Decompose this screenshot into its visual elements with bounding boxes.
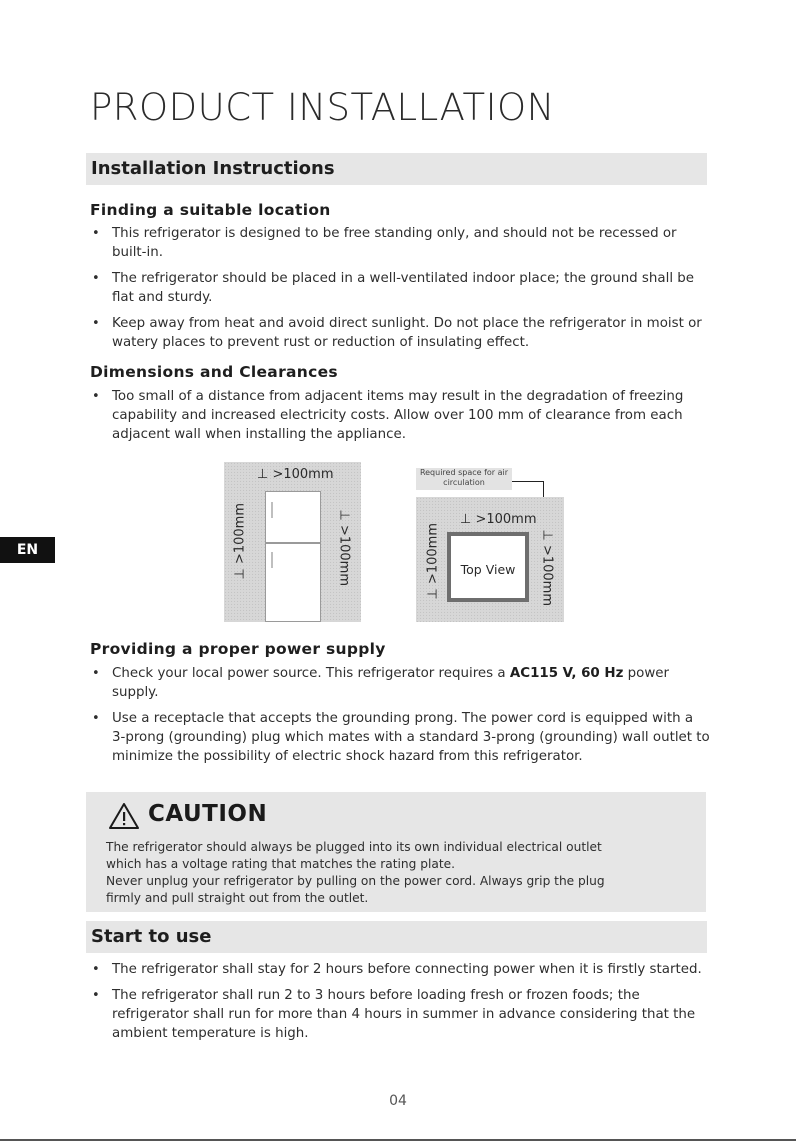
arrow-icon: ⊥ bbox=[232, 568, 248, 580]
fridge-handle bbox=[271, 502, 273, 518]
clearance-right-label: ⊥ >100mm bbox=[539, 529, 555, 607]
caution-text-line: firmly and pull straight out from the outlet. bbox=[106, 891, 369, 905]
clearance-top-label: ⊥ >100mm bbox=[257, 467, 334, 482]
caution-text-line: which has a voltage rating that matches the rating plate. bbox=[106, 857, 456, 871]
list-item: • Use a receptacle that accepts the grounding prong. The power cord is equipped with a 3-prong (grounding) plug which mates with a standard 3-prong (grounding) wall outlet to minimize the possibility of electric shock hazard from this refrigerator. bbox=[90, 709, 710, 766]
callout-line bbox=[512, 481, 544, 482]
arrow-up-icon: ⊥ bbox=[257, 467, 269, 482]
arrow-up-icon: ⊥ bbox=[460, 512, 472, 527]
power-supply-list bbox=[90, 664, 710, 773]
start-list bbox=[90, 960, 710, 1050]
caution-box bbox=[86, 792, 706, 912]
warning-triangle-icon bbox=[108, 802, 140, 830]
list-item: • The refrigerator shall stay for 2 hours before connecting power when it is firstly started. bbox=[90, 960, 710, 979]
top-view-label: Top View bbox=[460, 562, 516, 577]
list-item: • The refrigerator shall run 2 to 3 hours before loading fresh or frozen foods; the refrigerator shall run for more than 4 hours in summer in advance considering that the ambient temperature is high. bbox=[90, 986, 710, 1043]
fridge-lower-door bbox=[265, 543, 321, 622]
list-item: • Check your local power source. This refrigerator requires a AC115 V, 60 Hz power supply. bbox=[90, 664, 710, 702]
list-item: • Too small of a distance from adjacent items may result in the degradation of freezing capability and increased electricity costs. Allow over 100 mm of clearance from each adjacent wall when installing the appliance. bbox=[90, 387, 710, 444]
bottom-rule bbox=[0, 1139, 796, 1141]
fridge-handle bbox=[271, 552, 273, 568]
clearance-top-label: ⊥ >100mm bbox=[460, 512, 537, 527]
clearance-left-label: ⊥ >100mm bbox=[232, 502, 248, 580]
page-title: PRODUCT INSTALLATION bbox=[90, 86, 555, 129]
heading-dimensions-clearances: Dimensions and Clearances bbox=[90, 363, 338, 381]
list-item: • Keep away from heat and avoid direct sunlight. Do not place the refrigerator in moist or watery places to prevent rust or reduction of insulating effect. bbox=[90, 314, 710, 352]
section-banner-start bbox=[86, 921, 707, 953]
list-item: • This refrigerator is designed to be free standing only, and should not be recessed or built-in. bbox=[90, 224, 710, 262]
callout-box: Required space for air circulation bbox=[416, 468, 512, 490]
caution-title: CAUTION bbox=[148, 801, 268, 827]
caution-text-line: The refrigerator should always be plugged into its own individual electrical outlet bbox=[106, 840, 602, 854]
page-number: 04 bbox=[389, 1093, 407, 1109]
finding-location-list bbox=[90, 224, 710, 359]
list-item: • The refrigerator should be placed in a well-ventilated indoor place; the ground shall be flat and sturdy. bbox=[90, 269, 710, 307]
fridge-upper-door bbox=[265, 491, 321, 543]
arrow-icon: ⊥ bbox=[336, 509, 352, 521]
heading-power-supply: Providing a proper power supply bbox=[90, 640, 386, 658]
language-tab: EN bbox=[0, 537, 55, 563]
section-title-installation: Installation Instructions bbox=[91, 158, 335, 179]
arrow-icon: ⊥ bbox=[425, 588, 441, 600]
clearance-left-label: ⊥ >100mm bbox=[425, 522, 441, 600]
heading-finding-location: Finding a suitable location bbox=[90, 201, 331, 219]
section-banner-installation bbox=[86, 153, 707, 185]
arrow-icon: ⊥ bbox=[539, 529, 555, 541]
clearance-right-label: ⊥ >100mm bbox=[336, 509, 352, 587]
section-title-start: Start to use bbox=[91, 926, 212, 947]
voltage-spec: AC115 V, 60 Hz bbox=[509, 666, 624, 681]
dimensions-list bbox=[90, 387, 710, 451]
caution-text-line: Never unplug your refrigerator by pulling on the power cord. Always grip the plug bbox=[106, 874, 605, 888]
